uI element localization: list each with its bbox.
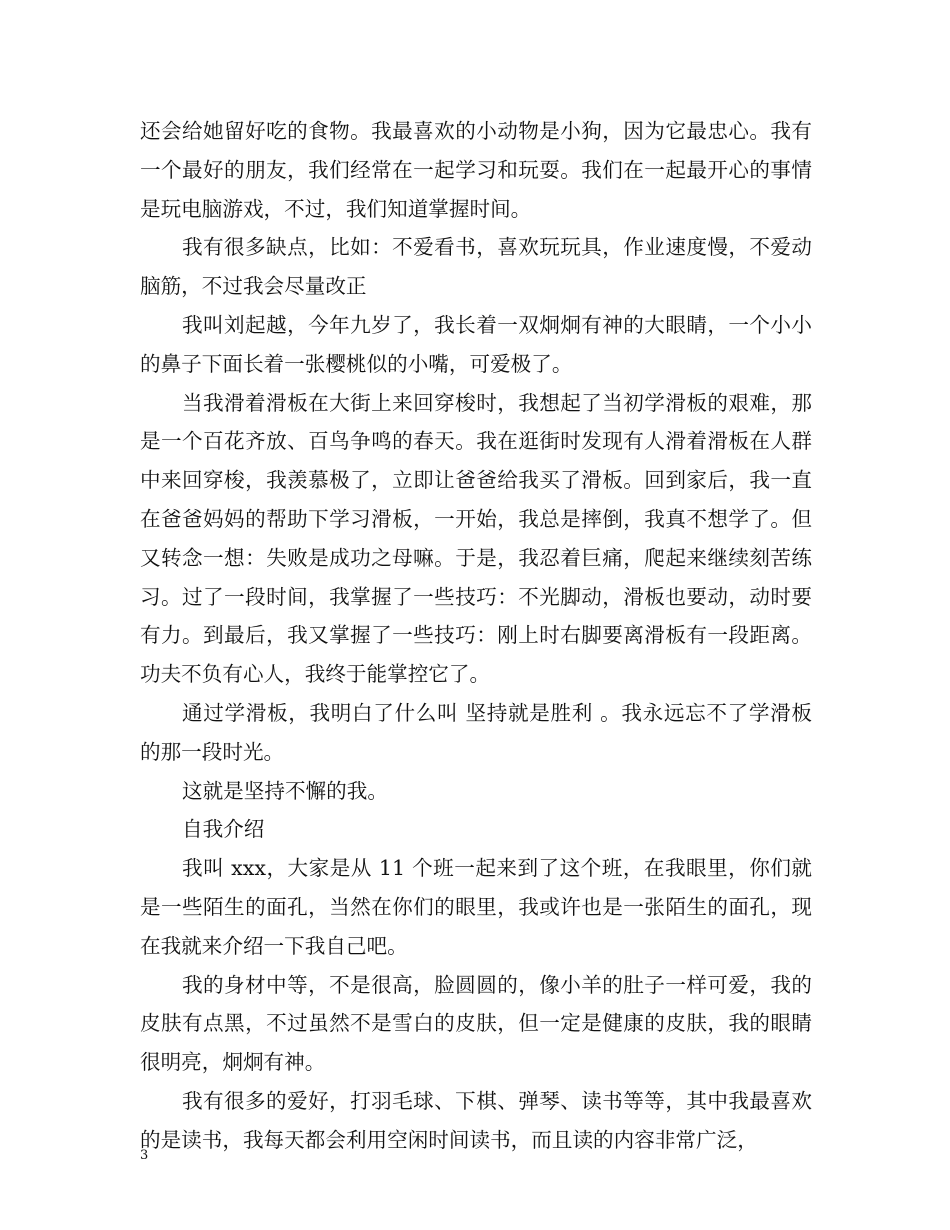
section-heading: 自我介绍 bbox=[182, 817, 265, 842]
paragraph-6: 这就是坚持不懈的我。 bbox=[182, 778, 388, 803]
paragraph-3: 我叫刘起越，今年九岁了，我长着一双炯炯有神的大眼睛，一个小小的鼻子下面长着一张樱桃似的小嘴，可爱极了。 bbox=[140, 312, 812, 376]
body-text bbox=[140, 112, 812, 1160]
paragraph-1: 还会给她留好吃的食物。我最喜欢的小动物是小狗，因为它最忠心。我有一个最好的朋友，我们经常在一起学习和玩耍。我们在一起最开心的事情是玩电脑游戏，不过，我们知道掌握时间。 bbox=[140, 119, 812, 221]
paragraph-7: 我叫 xxx，大家是从 11 个班一起来到了这个班，在我眼里，你们就是一些陌生的面孔，当然在你们的眼里，我或许也是一张陌生的面孔，现在我就来介绍一下我自己吧。 bbox=[140, 856, 812, 958]
paragraph-5: 通过学滑板，我明白了什么叫 坚持就是胜利 。我永远忘不了学滑板的那一段时光。 bbox=[140, 700, 812, 764]
paragraph-4: 当我滑着滑板在大街上来回穿梭时，我想起了当初学滑板的艰难，那是一个百花齐放、百鸟争鸣的春天。我在逛街时发现有人滑着滑板在人群中来回穿梭，我羡慕极了，立即让爸爸给我买了滑板。回到家后，我一直在爸爸妈妈的帮助下学习滑板，一开始，我总是摔倒，我真不想学了。但又转念一想：失败是成功之母嘛。于是，我忍着巨痛，爬起来继续刻苦练习。过了一段时间，我掌握了一些技巧：不光脚动，滑板也要动，动时要有力。到最后，我又掌握了一些技巧：刚上时右脚要离滑板有一段距离。功夫不负有心人，我终于能掌控它了。 bbox=[140, 390, 812, 687]
paragraph-9: 我有很多的爱好，打羽毛球、下棋、弹琴、读书等等，其中我最喜欢的是读书，我每天都会利用空闲时间读书，而且读的内容非常广泛， bbox=[140, 1088, 812, 1152]
paragraph-8: 我的身材中等，不是很高，脸圆圆的，像小羊的肚子一样可爱，我的皮肤有点黑，不过虽然不是雪白的皮肤，但一定是健康的皮肤，我的眼睛很明亮，炯炯有神。 bbox=[140, 972, 812, 1075]
page-number: 3 bbox=[140, 1148, 149, 1163]
paragraph-2: 我有很多缺点，比如：不爱看书，喜欢玩玩具，作业速度慢，不爱动脑筋，不过我会尽量改正 bbox=[140, 235, 812, 299]
